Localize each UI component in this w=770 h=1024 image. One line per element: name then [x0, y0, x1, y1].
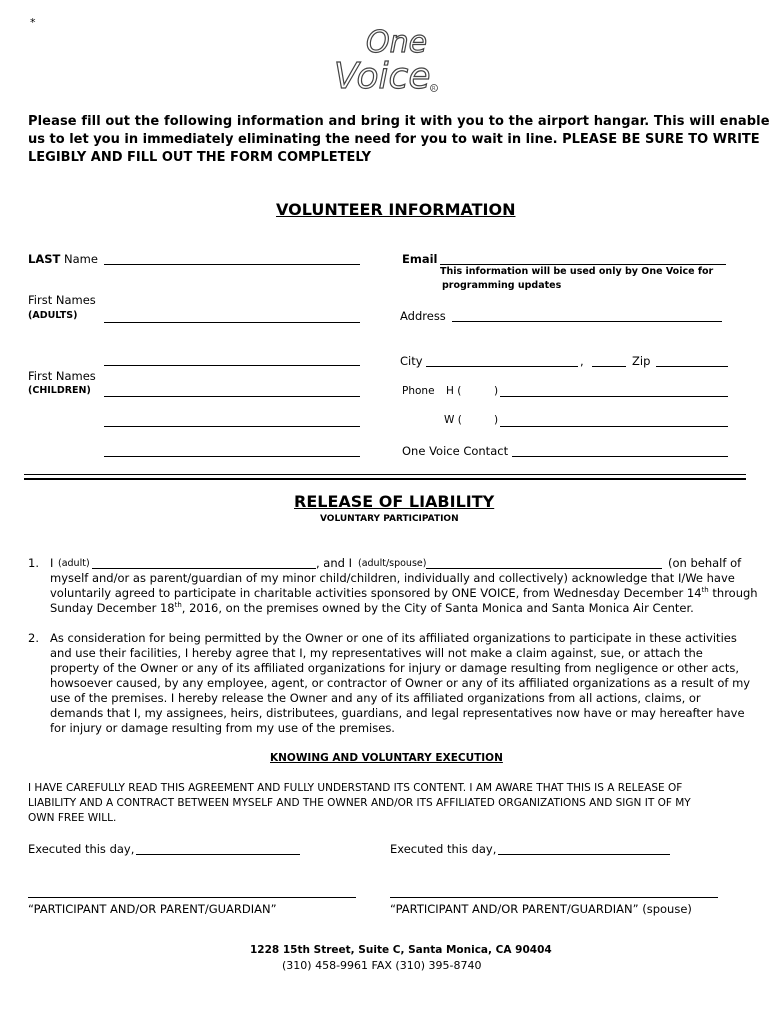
item-1-adult-field[interactable]: [92, 568, 316, 569]
last-name-label-bold: LAST: [28, 252, 61, 266]
execution-title: KNOWING AND VOLUNTARY EXECUTION: [270, 752, 503, 764]
intro-line-3: LEGIBLY AND FILL OUT THE FORM COMPLETELY: [28, 150, 372, 165]
state-field[interactable]: [592, 366, 626, 367]
svg-text:One: One: [366, 25, 428, 60]
one-voice-logo: [330, 24, 442, 96]
first-names-children-field-1[interactable]: [104, 396, 360, 397]
item-1-line-4-end: , 2016, on the premises owned by the City of Santa Monica and Santa Monica Air Center.: [181, 601, 694, 615]
first-names-children-field-2[interactable]: [104, 426, 360, 427]
contact-field[interactable]: [512, 456, 728, 457]
last-name-label: [28, 252, 98, 266]
intro-line-2: us to let you in immediately eliminating the need for you to wait in line. PLEASE BE SURE TO WRITE: [28, 132, 760, 147]
item-2-line: As consideration for being permitted by the Owner or one of its affiliated organizations to participate in these activities: [50, 631, 737, 645]
item-1-spouse-field[interactable]: [426, 568, 662, 569]
email-note-2: programming updates: [442, 280, 562, 291]
item-1-line-4-sup: th: [174, 601, 182, 610]
signature-right-field[interactable]: [390, 897, 718, 898]
phone-work-paren: ): [494, 414, 499, 426]
item-1-and: , and I: [316, 556, 352, 570]
item-1-line-4-text: Sunday December 18: [50, 601, 175, 615]
item-1-line-2: myself and/or as parent/guardian of my minor child/children, individually and collectively) acknowledge that I/We have: [50, 571, 735, 585]
svg-text:R: R: [432, 86, 436, 92]
item-1-spouse-label: (adult/spouse): [358, 558, 427, 569]
item-2-line: and use their facilities, I hereby agree that I, my representatives will not make a claim against, sue, or attach the: [50, 646, 703, 660]
city-comma: ,: [580, 354, 584, 368]
item-2-number: 2.: [28, 631, 39, 645]
item-1-line-3-sup: th: [701, 586, 709, 595]
first-names-adults-sublabel: (ADULTS): [28, 310, 78, 321]
item-2-line: for injury or damage resulting from my use of the premises.: [50, 721, 395, 735]
first-names-children-label: First Names: [28, 369, 96, 383]
contact-label: One Voice Contact: [402, 444, 509, 458]
item-1-line-3-text: voluntarily agreed to participate in charitable activities sponsored by ONE VOICE, from Wednesday December 14: [50, 586, 702, 600]
email-note-1: This information will be used only by One Voice for: [440, 266, 714, 277]
first-names-children-field-3[interactable]: [104, 456, 360, 457]
email-field[interactable]: [440, 264, 726, 265]
item-1-line-3-end: through: [708, 586, 758, 600]
intro-line-1: Please fill out the following information and bring it with you to the airport hangar. This will enable: [28, 114, 770, 129]
last-name-field[interactable]: [104, 264, 360, 265]
phone-label: Phone: [402, 385, 435, 397]
svg-text:Voice: Voice: [334, 56, 431, 96]
release-title: RELEASE OF LIABILITY: [294, 492, 495, 511]
first-names-children-sublabel: (CHILDREN): [28, 385, 91, 396]
first-names-adults-label: First Names: [28, 293, 96, 307]
item-1-number: 1.: [28, 556, 39, 570]
city-label: City: [400, 354, 423, 368]
execution-statement-line: LIABILITY AND A CONTRACT BETWEEN MYSELF AND THE OWNER AND/OR ITS AFFILIATED ORGANIZATIONS AND SIGN IT OF MY: [28, 797, 691, 809]
phone-home-paren: ): [494, 385, 499, 397]
executed-right-label: Executed this day,: [390, 842, 497, 856]
executed-left-field[interactable]: [136, 854, 300, 855]
zip-field[interactable]: [656, 366, 728, 367]
item-1-line-3: [50, 586, 758, 600]
item-1-line-4: [50, 601, 694, 615]
address-label: Address: [400, 309, 446, 323]
phone-work-field[interactable]: [500, 426, 728, 427]
signature-left-field[interactable]: [28, 897, 356, 898]
zip-label: Zip: [632, 354, 651, 368]
section-divider-top: [24, 474, 746, 475]
signature-left-label: “PARTICIPANT AND/OR PARENT/GUARDIAN”: [28, 902, 277, 916]
volunteer-title: VOLUNTEER INFORMATION: [276, 200, 516, 219]
phone-home-field[interactable]: [500, 396, 728, 397]
executed-right-field[interactable]: [498, 854, 670, 855]
item-1-start: I: [50, 556, 54, 570]
last-name-label-rest: Name: [60, 252, 98, 266]
section-divider-bottom: [24, 478, 746, 480]
item-2-line: howsoever caused, by any employee, agent, or contractor of Owner or any of its affiliated organizations as a result of my: [50, 676, 751, 690]
item-2-line: use of the premises. I hereby release the Owner and any of its affiliated organizations from all actions, claims, or: [50, 691, 701, 705]
address-field[interactable]: [452, 321, 722, 322]
executed-left-label: Executed this day,: [28, 842, 135, 856]
execution-statement-line: I HAVE CAREFULLY READ THIS AGREEMENT AND FULLY UNDERSTAND ITS CONTENT. I AM AWARE THAT THIS IS A RELEASE OF: [28, 782, 683, 794]
item-1-adult-label: (adult): [58, 558, 90, 569]
item-2-line: demands that I, my assignees, heirs, distributees, guardians, and legal representatives now have or may hereafter have: [50, 706, 745, 720]
email-label: Email: [402, 252, 438, 266]
phone-work-label: W (: [444, 414, 462, 426]
item-2-line: property of the Owner or any of its affiliated organizations for injury or damage resulting from negligence or other acts,: [50, 661, 740, 675]
first-names-adults-field[interactable]: [104, 322, 360, 323]
footer-address: 1228 15th Street, Suite C, Santa Monica, CA 90404: [250, 944, 552, 956]
first-names-adults-field-2[interactable]: [104, 365, 360, 366]
item-1-behalf: (on behalf of: [668, 556, 742, 570]
signature-right-label: “PARTICIPANT AND/OR PARENT/GUARDIAN” (spouse): [390, 902, 692, 916]
city-field[interactable]: [426, 366, 578, 367]
phone-home-label: H (: [446, 385, 462, 397]
footer-phone: (310) 458-9961 FAX (310) 395-8740: [282, 959, 482, 972]
asterisk-mark: *: [30, 16, 36, 29]
release-subtitle: VOLUNTARY PARTICIPATION: [320, 514, 459, 524]
execution-statement-line: OWN FREE WILL.: [28, 812, 117, 824]
